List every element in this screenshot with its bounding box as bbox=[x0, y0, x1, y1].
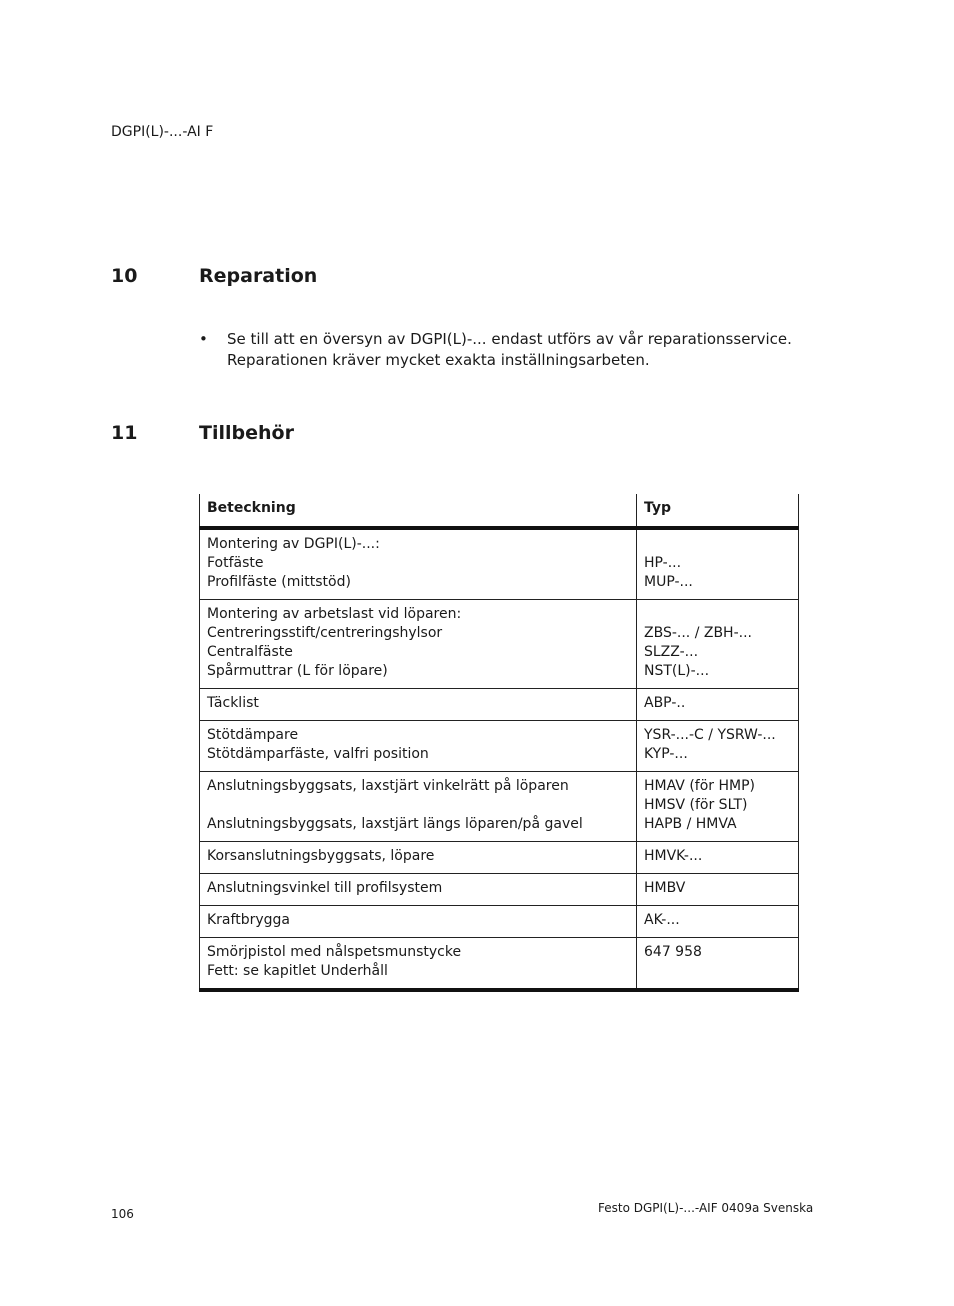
table-header-row bbox=[200, 494, 799, 528]
cell-line bbox=[644, 605, 791, 624]
designation-cell bbox=[200, 721, 637, 772]
cell-line: Montering av arbetslast vid löparen: bbox=[207, 606, 462, 622]
table-row bbox=[200, 938, 799, 991]
cell-line: HMSV (för SLT) bbox=[644, 797, 748, 813]
cell-line: Anslutningsbyggsats, laxstjärt längs löparen/på gavel bbox=[207, 816, 583, 832]
cell-line: Stötdämparfäste, valfri position bbox=[207, 746, 429, 762]
table-row bbox=[200, 689, 799, 721]
table-row bbox=[200, 874, 799, 906]
cell-line: Anslutningsvinkel till profilsystem bbox=[207, 880, 443, 896]
cell-line: HMVK-... bbox=[644, 848, 703, 864]
page-number: 106 bbox=[111, 1207, 134, 1221]
bullet-text bbox=[227, 329, 792, 371]
type-cell bbox=[637, 721, 799, 772]
cell-line: Fotfäste bbox=[207, 555, 264, 571]
footer-document-info: Festo DGPI(L)-...-AIF 0409a Svenska bbox=[598, 1201, 814, 1215]
table-row bbox=[200, 842, 799, 874]
cell-line: HAPB / HMVA bbox=[644, 816, 737, 832]
cell-line: AK-... bbox=[644, 912, 680, 928]
bullet-line: Reparationen kräver mycket exakta inställningsarbeten. bbox=[227, 351, 650, 369]
table-row bbox=[200, 600, 799, 689]
cell-line: HMBV bbox=[644, 880, 686, 896]
type-cell bbox=[637, 528, 799, 600]
cell-line: Fett: se kapitlet Underhåll bbox=[207, 963, 388, 979]
cell-line: Montering av DGPI(L)-...: bbox=[207, 536, 380, 552]
cell-line: HP-... bbox=[644, 555, 682, 571]
section-number: 11 bbox=[111, 422, 138, 444]
type-cell bbox=[637, 772, 799, 842]
column-header-designation: Beteckning bbox=[200, 494, 637, 528]
cell-line: Korsanslutningsbyggsats, löpare bbox=[207, 848, 435, 864]
cell-line: Spårmuttrar (L för löpare) bbox=[207, 663, 388, 679]
table-row bbox=[200, 772, 799, 842]
table-body bbox=[200, 528, 799, 990]
designation-cell bbox=[200, 528, 637, 600]
section-title: Reparation bbox=[199, 265, 318, 287]
bullet-line: Se till att en översyn av DGPI(L)-... endast utförs av vår reparationsservice. bbox=[227, 330, 792, 348]
cell-line: Profilfäste (mittstöd) bbox=[207, 574, 351, 590]
cell-line: Täcklist bbox=[207, 695, 259, 711]
running-header: DGPI(L)-...-AI F bbox=[111, 124, 214, 140]
designation-cell bbox=[200, 772, 637, 842]
table-row bbox=[200, 721, 799, 772]
designation-cell bbox=[200, 600, 637, 689]
cell-line: KYP-... bbox=[644, 746, 688, 762]
cell-line: Stötdämpare bbox=[207, 727, 299, 743]
cell-line: Kraftbrygga bbox=[207, 912, 290, 928]
section-number: 10 bbox=[111, 265, 138, 287]
cell-line: HMAV (för HMP) bbox=[644, 778, 755, 794]
designation-cell bbox=[200, 874, 637, 906]
type-cell bbox=[637, 842, 799, 874]
cell-line: YSR-...-C / YSRW-... bbox=[644, 727, 776, 743]
cell-line: Centreringsstift/centreringshylsor bbox=[207, 625, 443, 641]
type-cell bbox=[637, 600, 799, 689]
cell-line: ABP-.. bbox=[644, 695, 686, 711]
section-title: Tillbehör bbox=[199, 422, 294, 444]
designation-cell bbox=[200, 906, 637, 938]
designation-cell bbox=[200, 938, 637, 991]
cell-line: Anslutningsbyggsats, laxstjärt vinkelrätt på löparen bbox=[207, 778, 569, 794]
cell-line bbox=[207, 796, 629, 815]
table-row bbox=[200, 528, 799, 600]
column-header-type: Typ bbox=[637, 494, 799, 528]
type-cell bbox=[637, 938, 799, 991]
cell-line bbox=[644, 535, 791, 554]
cell-line: 647 958 bbox=[644, 944, 702, 960]
cell-line: MUP-... bbox=[644, 574, 693, 590]
designation-cell bbox=[200, 842, 637, 874]
table-row bbox=[200, 906, 799, 938]
cell-line: SLZZ-... bbox=[644, 644, 699, 660]
type-cell bbox=[637, 689, 799, 721]
cell-line: ZBS-... / ZBH-... bbox=[644, 625, 752, 641]
type-cell bbox=[637, 906, 799, 938]
cell-line: Centralfäste bbox=[207, 644, 293, 660]
bullet-marker: • bbox=[199, 330, 208, 348]
cell-line: NST(L)-... bbox=[644, 663, 710, 679]
type-cell bbox=[637, 874, 799, 906]
accessories-table bbox=[199, 494, 799, 992]
cell-line: Smörjpistol med nålspetsmunstycke bbox=[207, 944, 462, 960]
designation-cell bbox=[200, 689, 637, 721]
